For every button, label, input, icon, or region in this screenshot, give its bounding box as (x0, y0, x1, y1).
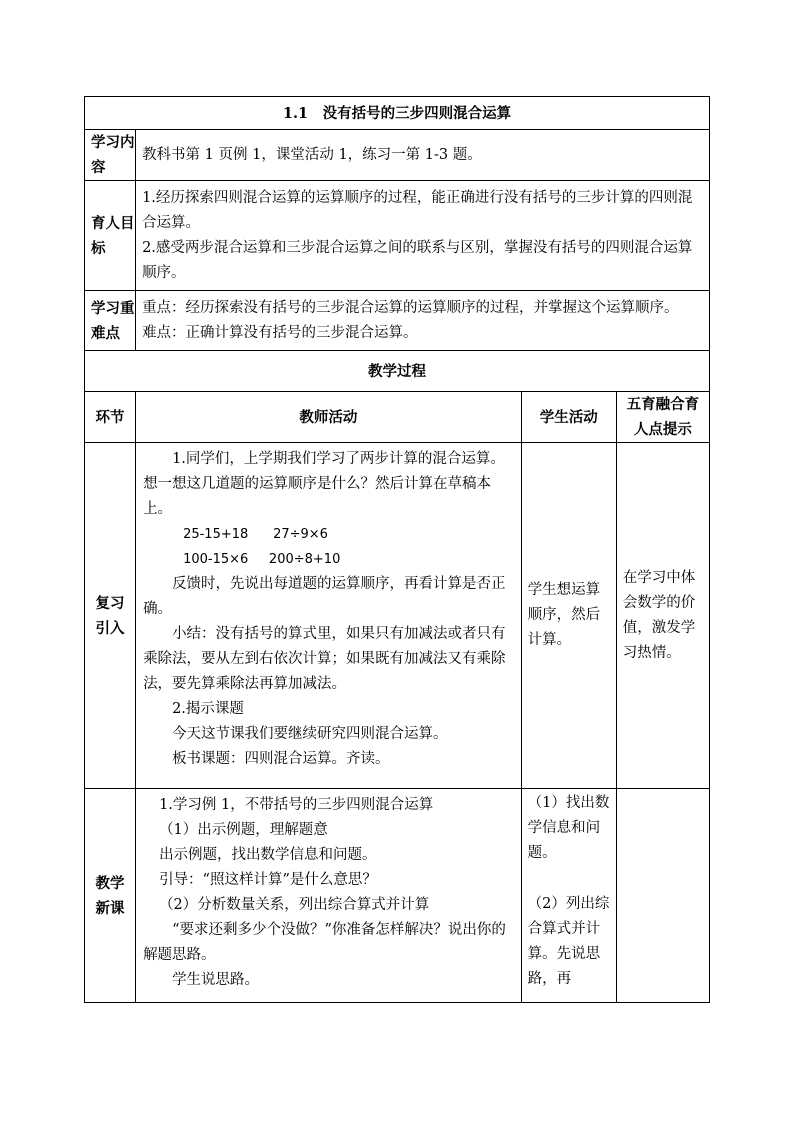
goal-item: 2.感受两步混合运算和三步混合运算之间的联系与区别，掌握没有括号的四则混合运算顺序。 (142, 240, 693, 281)
lesson-plan-table (84, 96, 710, 1003)
teacher-paragraph: （2）分析数量关系，列出综合算式并计算 (159, 897, 430, 913)
teacher-paragraph: 出示例题，找出数学信息和问题。 (159, 847, 377, 863)
newlesson-student-activity (521, 789, 616, 1003)
goals-row (85, 181, 710, 291)
keypoints-label: 学习重难点 (85, 291, 136, 351)
teacher-paragraph: 小结：没有括号的算式里，如果只有加减法或者只有乘除法，要从左到右依次计算；如果既有加减法又有乘除法，要先算乘除法再算加减法。 (143, 626, 506, 692)
header-student: 学生活动 (521, 392, 616, 443)
newlesson-teacher-activity (136, 789, 522, 1003)
teacher-paragraph: “要求还剩多少个没做？”你准备怎样解决？说出你的解题思路。 (143, 922, 506, 963)
process-title-row (85, 351, 710, 392)
teacher-paragraph: 2.揭示课题 (172, 701, 244, 717)
segment-review (85, 443, 136, 789)
expression-line: 25-15+18 27÷9×6 (183, 527, 328, 542)
review-row (85, 443, 710, 789)
goals-text (136, 181, 710, 291)
content-text: 教科书第 1 页例 1，课堂活动 1，练习一第 1-3 题。 (136, 130, 710, 181)
student-item: （2）列出综合算式并计算。先说思路，再 (527, 896, 610, 987)
keypoint-item: 难点：正确计算没有括号的三步混合运算。 (142, 325, 418, 341)
teacher-paragraph: 今天这节课我们要继续研究四则混合运算。 (172, 726, 448, 742)
review-teacher-activity (136, 443, 522, 789)
review-hint: 在学习中体会数学的价值，激发学习热情。 (616, 443, 709, 789)
newlesson-row (85, 789, 710, 1003)
keypoint-item: 重点：经历探索没有括号的三步混合运算的运算顺序的过程，并掌握这个运算顺序。 (142, 300, 679, 316)
title-row (85, 97, 710, 130)
teacher-paragraph: 板书课题：四则混合运算。齐读。 (172, 751, 390, 767)
header-segment: 环节 (85, 392, 136, 443)
newlesson-hint (616, 789, 709, 1003)
segment-newlesson-line2: 新课 (95, 899, 125, 917)
segment-newlesson (85, 789, 136, 1003)
header-hint (616, 392, 709, 443)
goals-label: 育人目标 (85, 181, 136, 291)
keypoints-text (136, 291, 710, 351)
process-title: 教学过程 (85, 351, 710, 392)
header-hint-line2: 人点提示 (633, 421, 692, 438)
header-teacher: 教师活动 (136, 392, 522, 443)
teacher-paragraph: 引导：“照这样计算”是什么意思？ (159, 872, 377, 888)
teacher-paragraph: 1.同学们，上学期我们学习了两步计算的混合运算。想一想这几道题的运算顺序是什么？然后计算在草稿本上。 (143, 451, 505, 517)
review-student-activity: 学生想运算顺序，然后计算。 (521, 443, 616, 789)
process-header-row (85, 392, 710, 443)
segment-review-line1: 复习 (95, 594, 125, 612)
content-label: 学习内容 (85, 130, 136, 181)
content-row (85, 130, 710, 181)
teacher-paragraph: （1）出示例题，理解题意 (159, 822, 328, 838)
segment-review-line2: 引入 (95, 619, 125, 637)
student-item: （1）找出数学信息和问题。 (527, 795, 610, 861)
lesson-title: 1.1 没有括号的三步四则混合运算 (85, 97, 710, 130)
keypoints-row (85, 291, 710, 351)
teacher-paragraph: 反馈时，先说出每道题的运算顺序，再看计算是否正确。 (143, 576, 506, 617)
segment-newlesson-line1: 教学 (95, 874, 125, 892)
header-hint-line1: 五育融合育 (626, 396, 700, 413)
teacher-paragraph: 学生说思路。 (172, 972, 260, 988)
teacher-paragraph: 1.学习例 1，不带括号的三步四则混合运算 (159, 797, 434, 813)
goal-item: 1.经历探索四则混合运算的运算顺序的过程，能正确进行没有括号的三步计算的四则混合运算。 (142, 190, 693, 231)
expression-line: 100-15×6 200÷8+10 (183, 552, 341, 567)
